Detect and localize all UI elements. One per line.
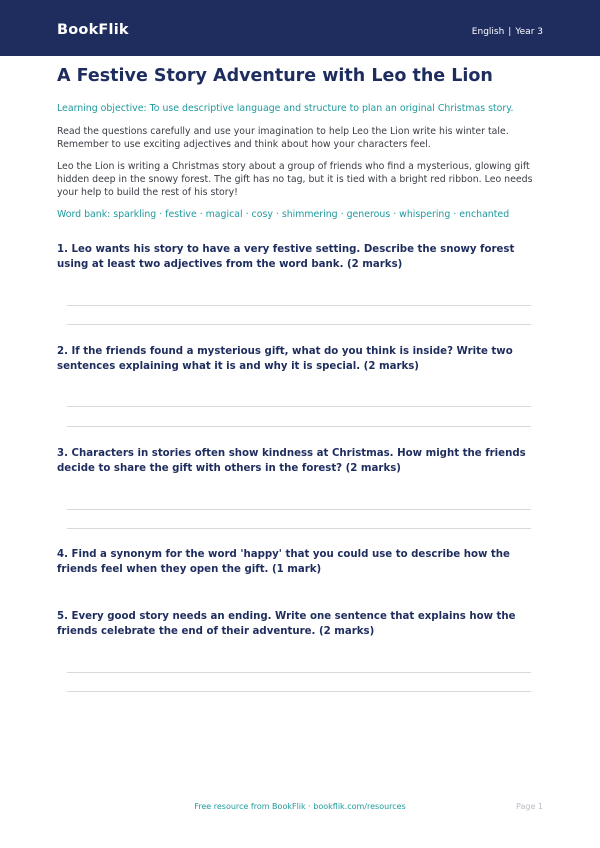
answer-line[interactable] <box>67 672 531 673</box>
footer-credit[interactable]: Free resource from BookFlik · bookflik.com/resources <box>194 802 406 811</box>
question-2 <box>57 344 543 374</box>
answer-line[interactable] <box>67 509 531 510</box>
subject-label: English <box>471 27 505 37</box>
year-label: Year 3 <box>515 27 543 37</box>
worksheet-intro <box>57 64 543 221</box>
worksheet-title: A Festive Story Adventure with Leo the Lion <box>57 66 493 86</box>
subject-year-label <box>472 27 543 37</box>
answer-line[interactable] <box>67 691 531 692</box>
question-4 <box>57 547 543 577</box>
question-3 <box>57 446 543 476</box>
top-banner <box>0 0 600 56</box>
question-1 <box>57 242 543 272</box>
answer-line[interactable] <box>67 426 531 427</box>
story-paragraph: Leo the Lion is writing a Christmas story about a group of friends who find a mysterious, glowing gift hidden deep in the snowy forest. The gift has no tag, but it is tied with a bright red ribbon. Leo needs your help to build the rest of his story! <box>57 161 533 198</box>
instructions-paragraph: Read the questions carefully and use your imagination to help Leo the Lion write his winter tale. Remember to use exciting adjectives and think about how your characters feel. <box>57 126 509 150</box>
word-bank: Word bank: sparkling · festive · magical · cosy · shimmering · generous · whispering · enchanted <box>57 209 510 220</box>
question-4-text: 4. Find a synonym for the word 'happy' that you could use to describe how the friends feel when they open the gift. (1 mark) <box>57 549 510 575</box>
meta-separator: | <box>508 27 512 37</box>
answer-line[interactable] <box>67 406 531 407</box>
answer-line[interactable] <box>67 324 531 325</box>
question-2-text: 2. If the friends found a mysterious gift, what do you think is inside? Write two sentences explaining what it is and why it is special. (2 marks) <box>57 346 513 372</box>
question-1-text: 1. Leo wants his story to have a very festive setting. Describe the snowy forest using at least two adjectives from the word bank. (2 marks) <box>57 244 515 270</box>
question-5 <box>57 609 543 639</box>
question-3-text: 3. Characters in stories often show kindness at Christmas. How might the friends decide to share the gift with others in the forest? (2 marks) <box>57 448 526 474</box>
page-number: Page 1 <box>516 802 543 811</box>
brand-logo-text[interactable]: BookFlik <box>57 22 129 38</box>
learning-objective: Learning objective: To use descriptive language and structure to plan an original Christmas story. <box>57 103 514 114</box>
answer-line[interactable] <box>67 305 531 306</box>
question-5-text: 5. Every good story needs an ending. Write one sentence that explains how the friends celebrate the end of their adventure. (2 marks) <box>57 611 516 637</box>
answer-line[interactable] <box>67 528 531 529</box>
